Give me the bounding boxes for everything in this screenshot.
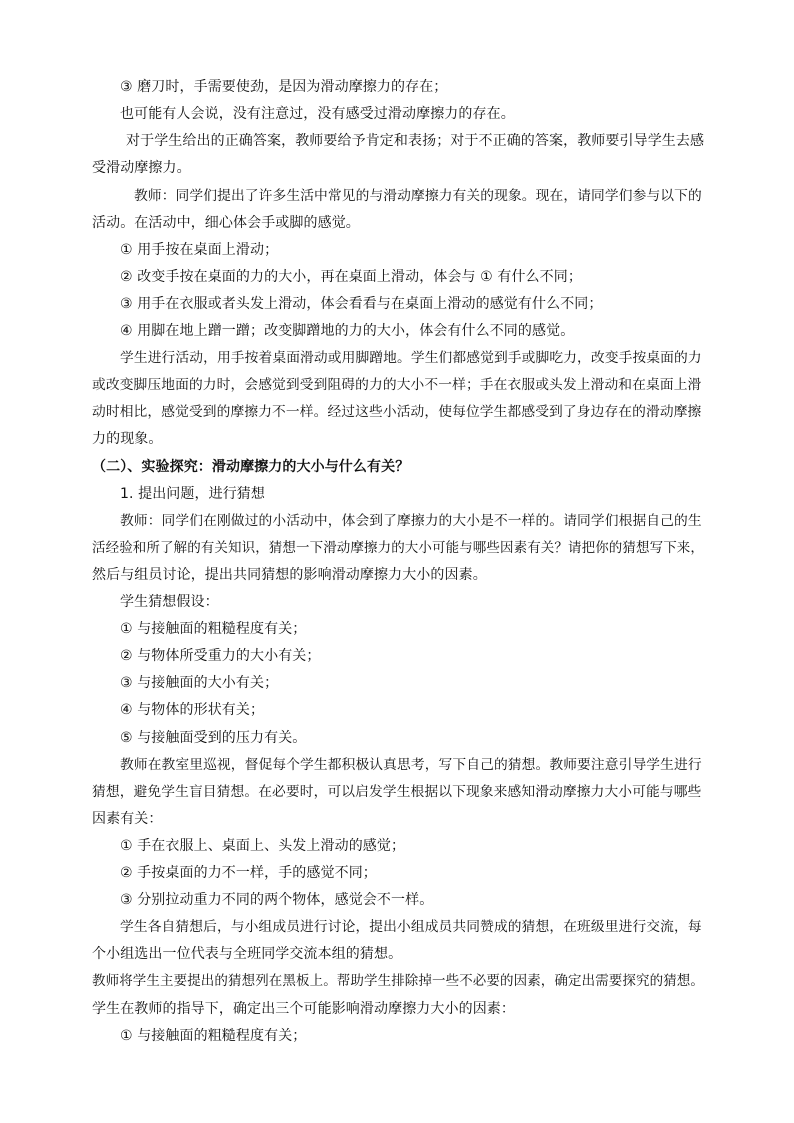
list-item: ② 与物体所受重力的大小有关； — [120, 648, 321, 664]
list-item: ① 用手按在桌面上滑动； — [120, 242, 279, 258]
text-line: 因素有关： — [92, 811, 163, 827]
text-line: 猜想，避免学生盲目猜想。在必要时，可以启发学生根据以下现象来感知滑动摩擦力大小可能与哪些 — [92, 784, 702, 800]
list-item: ⑤ 与接触面受到的压力有关。 — [120, 730, 307, 746]
text-line: 活经验和所了解的有关知识，猜想一下滑动摩擦力的大小可能与哪些因素有关？请把你的猜想写下来， — [92, 540, 704, 556]
list-item: ④ 用脚在地上蹭一蹭；改变脚蹭地的力的大小，体会有什么不同的感觉。 — [120, 323, 575, 339]
text-line: 受滑动摩擦力。 — [92, 160, 191, 176]
text-line: 力的现象。 — [92, 431, 163, 447]
list-item: ② 手按桌面的力不一样，手的感觉不同； — [120, 865, 377, 881]
text-line: 教师将学生主要提出的猜想列在黑板上。帮助学生排除掉一些不必要的因素，确定出需要探究的猜想。 — [92, 973, 704, 989]
list-item: ③ 与接触面的大小有关； — [120, 675, 279, 691]
list-item: ③ 分别拉动重力不同的两个物体，感觉会不一样。 — [120, 892, 434, 908]
text-line: 学生在教师的指导下，确定出三个可能影响滑动摩擦力大小的因素： — [92, 1001, 515, 1017]
section-heading: （二）、实验探究：滑动摩擦力的大小与什么有关？ — [92, 459, 410, 475]
list-item: ① 与接触面的粗糙程度有关； — [120, 1028, 307, 1044]
text-line: 对于学生给出的正确答案，教师要给予肯定和表扬；对于不正确的答案，教师要引导学生去感 — [126, 133, 705, 149]
text-line: 教师在教室里巡视，督促每个学生都积极认真思考，写下自己的猜想。教师要注意引导学生进行 — [120, 757, 702, 773]
text-line: 也可能有人会说，没有注意过，没有感受过滑动摩擦力的存在。 — [120, 106, 515, 122]
text-line: ③ 磨刀时，手需要使劲，是因为滑动摩擦力的存在； — [120, 79, 448, 95]
text-line: 学生进行活动，用手按着桌面滑动或用脚蹭地。学生们都感觉到手或脚吃力，改变手按桌面的力 — [120, 350, 702, 366]
text-line: 动时相比，感觉受到的摩擦力不一样。经过这些小活动，使每位学生都感受到了身边存在的滑动摩擦 — [92, 404, 702, 420]
text-line: 活动。在活动中，细心体会手或脚的感觉。 — [92, 215, 360, 231]
text-line: 学生猜想假设： — [120, 594, 219, 610]
text-line: 或改变脚压地面的力时，会感觉到受到阻碍的力的大小不一样；手在衣服或头发上滑动和在桌面上滑 — [92, 377, 702, 393]
text-line: 然后与组员讨论，提出共同猜想的影响滑动摩擦力大小的因素。 — [92, 567, 487, 583]
list-item: ③ 用手在衣服或者头发上滑动，体会看看与在桌面上滑动的感觉有什么不同； — [120, 296, 603, 312]
subsection-heading: 1. 提出问题，进行猜想 — [120, 486, 266, 502]
text-line: 个小组选出一位代表与全班同学交流本组的猜想。 — [92, 946, 403, 962]
text-line: 教师：同学们在刚做过的小活动中，体会到了摩擦力的大小是不一样的。请同学们根据自己的生 — [120, 513, 702, 529]
list-item: ① 与接触面的粗糙程度有关； — [120, 621, 307, 637]
list-item: ① 手在衣服上、桌面上、头发上滑动的感觉； — [120, 838, 406, 854]
list-item: ② 改变手按在桌面的力的大小，再在桌面上滑动，体会与 ① 有什么不同； — [120, 269, 582, 285]
text-line: 教师：同学们提出了许多生活中常见的与滑动摩擦力有关的现象。现在，请同学们参与以下的 — [134, 188, 702, 204]
list-item: ④ 与物体的形状有关； — [120, 702, 265, 718]
text-line: 学生各自猜想后，与小组成员进行讨论，提出小组成员共同赞成的猜想，在班级里进行交流，每 — [120, 919, 702, 935]
